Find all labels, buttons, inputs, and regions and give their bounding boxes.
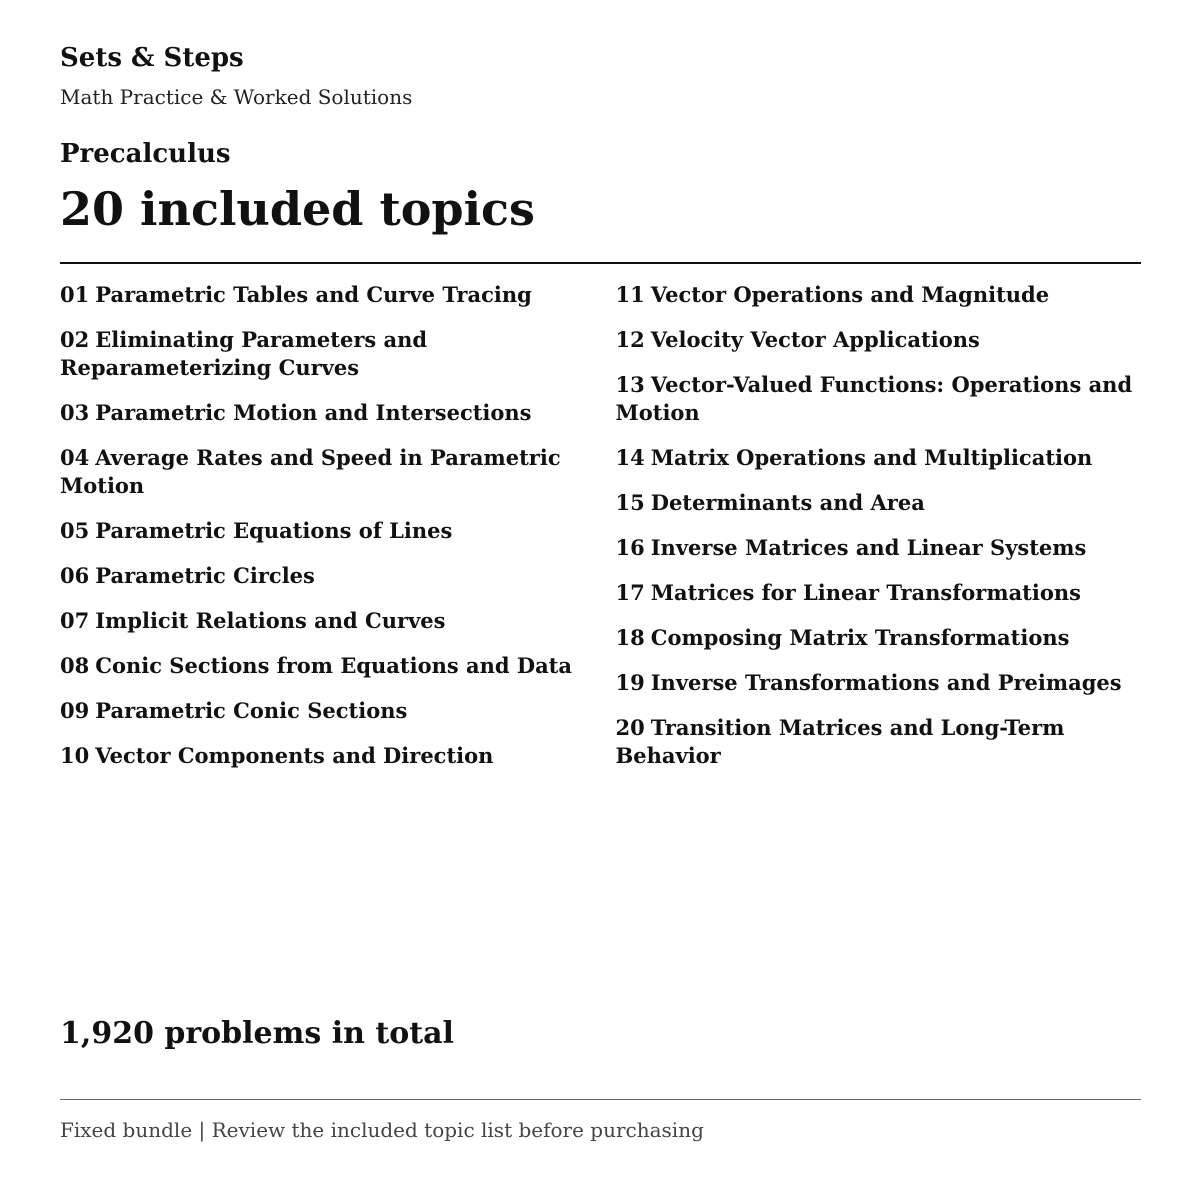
topic-number: 05: [60, 518, 90, 543]
brand-name: Sets & Steps: [60, 43, 244, 73]
topic-item: [616, 669, 1142, 697]
topic-number: 04: [60, 445, 90, 470]
topic-number: 08: [60, 653, 90, 678]
topic-number: 02: [60, 327, 90, 352]
topic-item: [60, 444, 586, 500]
topic-title: Eliminating Parameters and Reparameterizing Curves: [60, 327, 428, 380]
topic-number: 10: [60, 743, 90, 768]
topic-item: [60, 697, 586, 725]
bottom-divider: [60, 1099, 1141, 1100]
topic-item: [616, 534, 1142, 562]
topic-item: [60, 742, 586, 770]
topic-item: [616, 444, 1142, 472]
topic-number: 17: [615, 580, 645, 605]
topic-title: Matrices for Linear Transformations: [650, 580, 1081, 605]
subject-title: Precalculus: [60, 139, 231, 169]
topic-number: 09: [60, 698, 90, 723]
topic-item: [616, 579, 1142, 607]
topic-number: 12: [615, 327, 645, 352]
topic-title: Composing Matrix Transformations: [650, 625, 1070, 650]
topic-title: Implicit Relations and Curves: [95, 608, 446, 633]
topic-title: Parametric Motion and Intersections: [95, 400, 532, 425]
topic-title: Conic Sections from Equations and Data: [95, 653, 572, 678]
topic-item: [616, 714, 1142, 770]
topic-title: Matrix Operations and Multiplication: [650, 445, 1093, 470]
topic-title: Transition Matrices and Long-Term Behavior: [615, 715, 1065, 768]
topic-number: 15: [615, 490, 645, 515]
topics-count-heading: 20 included topics: [60, 182, 535, 236]
footer-note: Fixed bundle | Review the included topic list before purchasing: [60, 1118, 704, 1142]
topic-list: [60, 281, 1141, 801]
topic-title: Inverse Matrices and Linear Systems: [650, 535, 1087, 560]
topic-number: 07: [60, 608, 90, 633]
topic-title: Parametric Circles: [95, 563, 315, 588]
topic-title: Parametric Conic Sections: [95, 698, 408, 723]
topic-number: 11: [615, 282, 645, 307]
topic-title: Parametric Tables and Curve Tracing: [95, 282, 532, 307]
topic-title: Average Rates and Speed in Parametric Motion: [60, 445, 561, 498]
topic-title: Determinants and Area: [650, 490, 925, 515]
brand-tagline: Math Practice & Worked Solutions: [60, 85, 413, 109]
topic-number: 14: [615, 445, 645, 470]
bundle-page: [60, 0, 1141, 1200]
topic-number: 06: [60, 563, 90, 588]
topic-item: [616, 489, 1142, 517]
topic-item: [60, 399, 586, 427]
topic-item: [60, 607, 586, 635]
topic-item: [60, 562, 586, 590]
topic-title: Inverse Transformations and Preimages: [650, 670, 1122, 695]
problem-total: 1,920 problems in total: [60, 1016, 454, 1051]
topic-title: Velocity Vector Applications: [650, 327, 980, 352]
topic-title: Vector-Valued Functions: Operations and Motion: [615, 372, 1133, 425]
topic-title: Parametric Equations of Lines: [95, 518, 453, 543]
topic-number: 13: [615, 372, 645, 397]
topic-number: 01: [60, 282, 90, 307]
topic-item: [616, 624, 1142, 652]
topic-number: 16: [615, 535, 645, 560]
topic-title: Vector Components and Direction: [95, 743, 494, 768]
topic-item: [616, 281, 1142, 309]
topic-number: 20: [615, 715, 645, 740]
topic-item: [60, 326, 586, 382]
topic-title: Vector Operations and Magnitude: [650, 282, 1050, 307]
topic-item: [616, 371, 1142, 427]
top-divider: [60, 262, 1141, 264]
topic-number: 03: [60, 400, 90, 425]
topic-item: [616, 326, 1142, 354]
topic-number: 18: [615, 625, 645, 650]
topic-number: 19: [615, 670, 645, 695]
topic-item: [60, 281, 586, 309]
topic-item: [60, 517, 586, 545]
topic-item: [60, 652, 586, 680]
